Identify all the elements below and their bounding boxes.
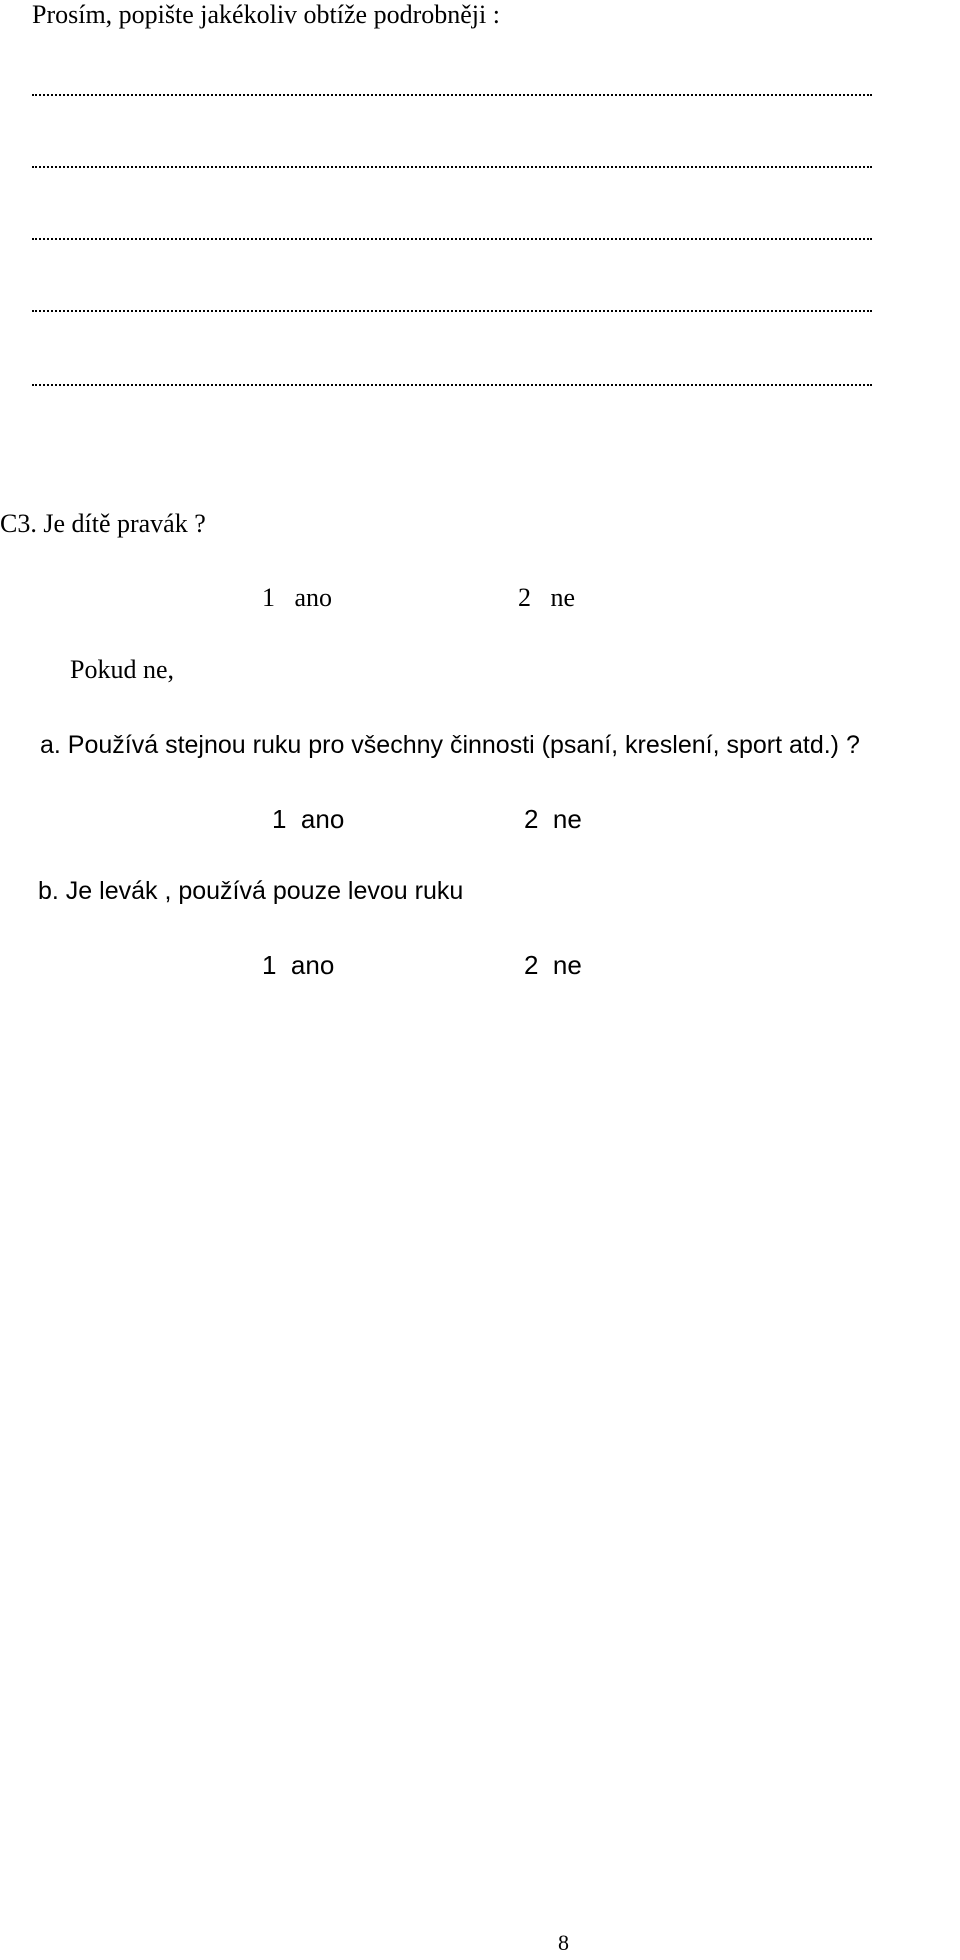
c3-option-no[interactable]	[518, 583, 575, 613]
b-option-yes[interactable]	[262, 950, 334, 980]
question-b: b. Je levák , používá pouze levou ruku	[38, 877, 464, 905]
answer-line[interactable]	[32, 384, 872, 386]
b-option-no[interactable]	[524, 950, 582, 980]
details-prompt: Prosím, popište jakékoliv obtíže podrobněji :	[32, 0, 500, 29]
a-option-no[interactable]	[524, 804, 582, 834]
a-option-yes[interactable]	[272, 804, 344, 834]
answer-line[interactable]	[32, 94, 872, 96]
option-number: 1	[262, 950, 277, 980]
option-number: 2	[524, 804, 539, 834]
option-number: 2	[524, 950, 539, 980]
option-label: ne	[552, 950, 582, 980]
option-number: 1	[262, 583, 275, 612]
page-number: 8	[558, 1930, 569, 1955]
option-label: ne	[552, 804, 582, 834]
question-a: a. Používá stejnou ruku pro všechny činnosti (psaní, kreslení, sport atd.) ?	[40, 731, 860, 759]
if-not-label: Pokud ne,	[70, 655, 174, 684]
option-label: ano	[294, 583, 333, 612]
option-number: 2	[518, 583, 531, 612]
c3-option-yes[interactable]	[262, 583, 332, 613]
option-label: ne	[550, 583, 576, 612]
option-label: ano	[290, 950, 335, 980]
question-c3: C3. Je dítě pravák ?	[0, 509, 206, 538]
answer-line[interactable]	[32, 166, 872, 168]
answer-line[interactable]	[32, 238, 872, 240]
option-label: ano	[300, 804, 345, 834]
answer-line[interactable]	[32, 310, 872, 312]
option-number: 1	[272, 804, 287, 834]
